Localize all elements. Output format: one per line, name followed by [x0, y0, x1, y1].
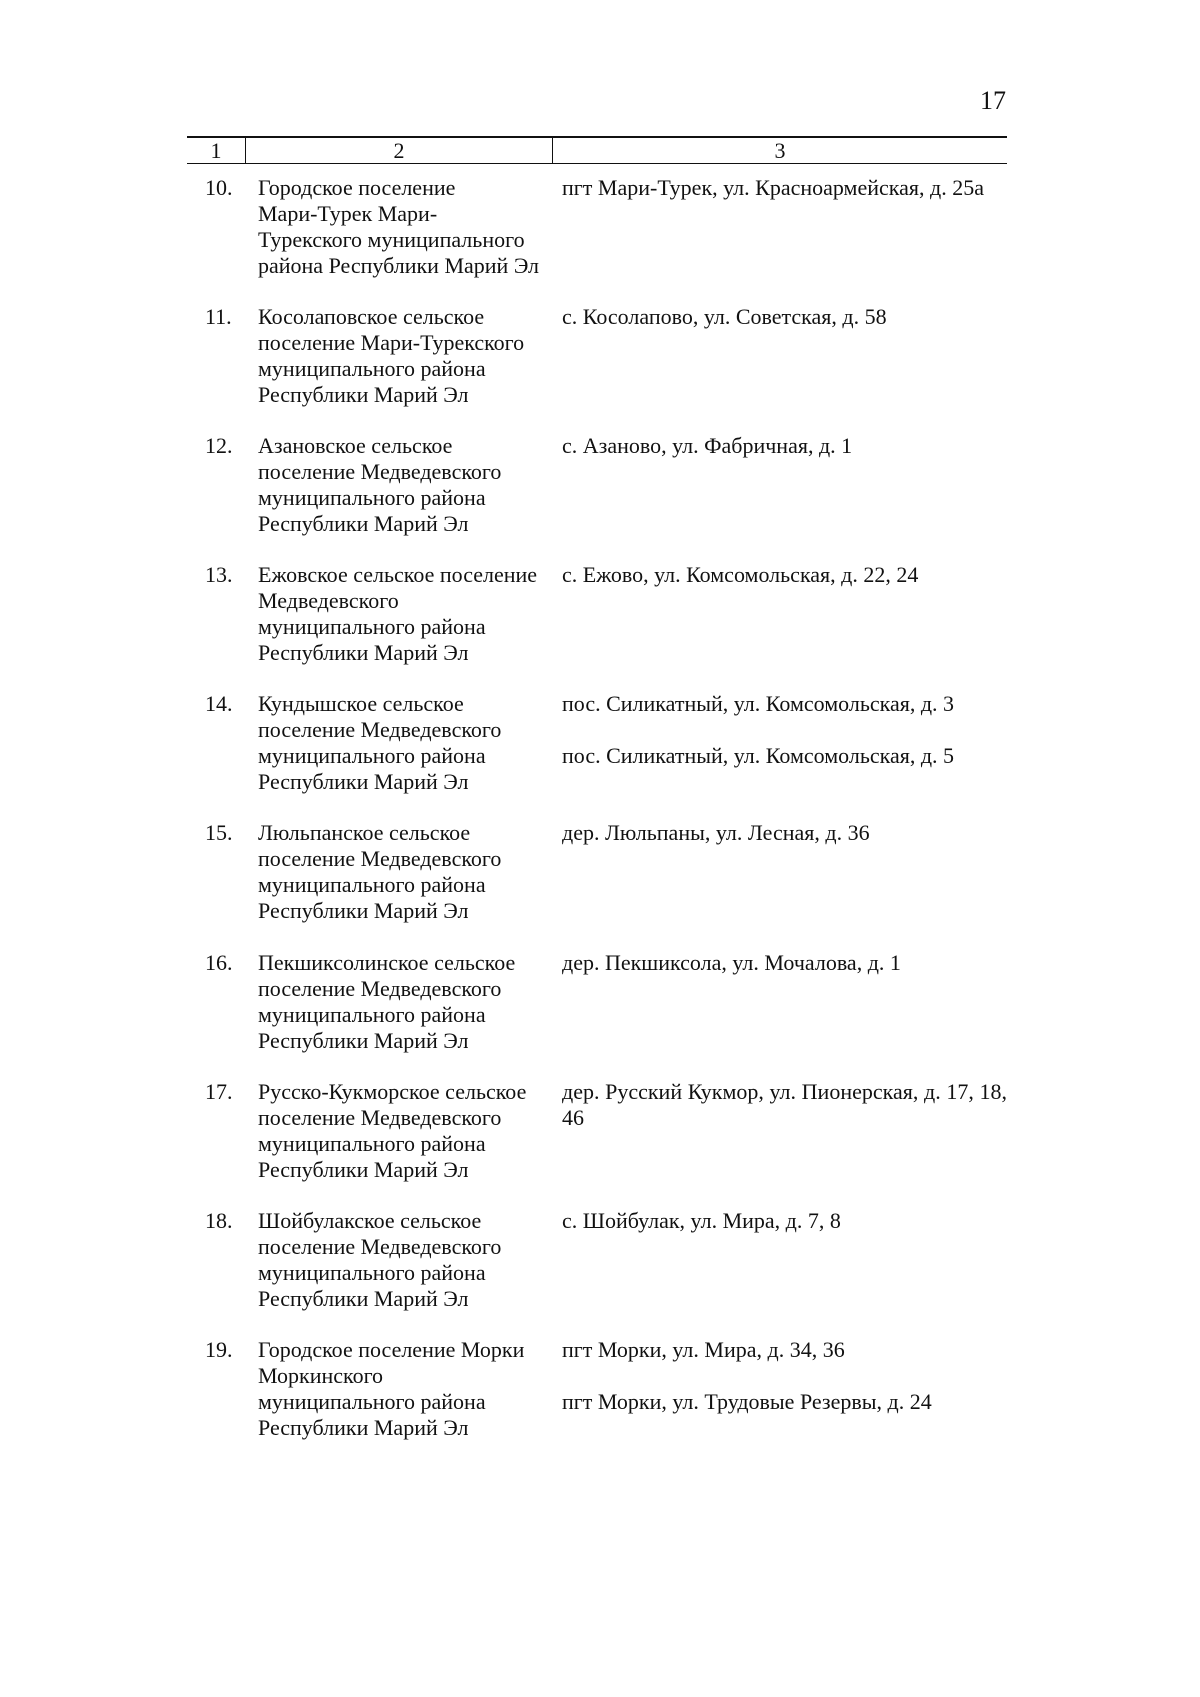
settlement-name-line: Городское поселение Морки — [258, 1336, 525, 1362]
table-row — [187, 820, 1007, 949]
settlement-name-line: Республики Марий Эл — [258, 640, 469, 666]
settlement-name-line: Косолаповское сельское — [258, 304, 485, 330]
settlement-name-line: муниципального района — [258, 356, 486, 382]
settlement-name-line: Республики Марий Эл — [258, 1285, 469, 1311]
address-cell — [562, 820, 1007, 949]
address: пгт Морки, ул. Мира, д. 34, 36 — [562, 1336, 845, 1362]
address-cell — [562, 175, 1007, 304]
row-number: 15. — [205, 820, 233, 846]
address-cell — [562, 433, 1007, 562]
settlement-name-line: Ежовское сельское поселение — [258, 562, 538, 588]
settlement-name — [258, 1337, 562, 1466]
settlement-name-line: поселение Медведевского — [258, 1104, 502, 1130]
row-number: 17. — [205, 1078, 233, 1104]
row-number: 12. — [205, 433, 233, 459]
settlement-name-line: Городское поселение — [258, 175, 456, 200]
settlement-name-line: муниципального района — [258, 1001, 486, 1027]
settlement-name-line: района Республики Марий Эл — [258, 253, 540, 278]
row-number: 16. — [205, 949, 233, 975]
settlement-name-line: муниципального района — [258, 1259, 486, 1285]
settlement-name-line: муниципального района — [258, 485, 486, 511]
row-number: 10. — [205, 175, 233, 200]
settlement-name-line: Шойбулакское сельское — [258, 1207, 482, 1233]
address: пгт Морки, ул. Трудовые Резервы, д. 24 — [562, 1388, 932, 1414]
address: дер. Русский Кукмор, ул. Пионерская, д. 17, 18, 46 — [562, 1078, 1007, 1130]
settlement-name-line: Моркинского — [258, 1362, 384, 1388]
settlement-name-line: Кундышское сельское — [258, 691, 464, 717]
address: дер. Пекшиксола, ул. Мочалова, д. 1 — [562, 949, 901, 975]
row-number: 18. — [205, 1207, 233, 1233]
settlement-name-line: поселение Медведевского — [258, 717, 502, 743]
row-number: 13. — [205, 562, 233, 588]
table-row — [187, 175, 1007, 304]
address-cell — [562, 950, 1007, 1079]
table-row — [187, 691, 1007, 820]
settlement-name-line: Республики Марий Эл — [258, 382, 469, 408]
address-cell — [562, 304, 1007, 433]
table-row — [187, 1079, 1007, 1208]
settlement-name-line: Республики Марий Эл — [258, 1156, 469, 1182]
row-number: 11. — [205, 304, 232, 330]
settlement-name-line: Пекшиксолинское сельское — [258, 949, 516, 975]
page-number: 17 — [980, 86, 1006, 115]
settlement-name-line: муниципального района — [258, 872, 486, 898]
settlement-name — [258, 691, 562, 820]
settlement-name-line: Республики Марий Эл — [258, 769, 469, 795]
settlement-name-line: муниципального района — [258, 743, 486, 769]
settlement-name-line: поселение Медведевского — [258, 975, 502, 1001]
row-number: 14. — [205, 691, 233, 717]
table-row — [187, 433, 1007, 562]
settlement-name-line: поселение Медведевского — [258, 459, 502, 485]
address: пос. Силикатный, ул. Комсомольская, д. 3 — [562, 691, 955, 717]
settlement-name-line: поселение Медведевского — [258, 846, 502, 872]
table-row — [187, 304, 1007, 433]
address-cell — [562, 562, 1007, 691]
table-body — [187, 175, 1007, 1466]
settlement-name-line: Республики Марий Эл — [258, 511, 469, 537]
address-cell — [562, 1208, 1007, 1337]
settlement-name — [258, 304, 562, 433]
settlement-name-line: Люльпанское сельское — [258, 820, 471, 846]
table-row — [187, 1208, 1007, 1337]
settlement-name — [258, 1079, 562, 1208]
address: дер. Люльпаны, ул. Лесная, д. 36 — [562, 820, 870, 846]
header-col-1: 1 — [187, 138, 246, 163]
settlement-name-line: Медведевского — [258, 588, 399, 614]
settlement-name-line: Республики Марий Эл — [258, 898, 469, 924]
address: с. Шойбулак, ул. Мира, д. 7, 8 — [562, 1207, 841, 1233]
settlement-name-line: Мари-Турек Мари- — [258, 201, 438, 226]
address: с. Косолапово, ул. Советская, д. 58 — [562, 304, 887, 330]
address: пос. Силикатный, ул. Комсомольская, д. 5 — [562, 743, 955, 769]
settlement-name-line: муниципального района — [258, 1388, 486, 1414]
settlement-name — [258, 1208, 562, 1337]
header-col-2: 2 — [246, 138, 553, 163]
settlement-name — [258, 175, 562, 304]
settlement-name-line: Азановское сельское — [258, 433, 453, 459]
settlement-name-line: поселение Медведевского — [258, 1233, 502, 1259]
settlement-name — [258, 562, 562, 691]
settlement-name — [258, 433, 562, 562]
address-cell — [562, 1337, 1007, 1466]
settlement-name-line: муниципального района — [258, 614, 486, 640]
settlement-name — [258, 950, 562, 1079]
table-header — [187, 136, 1007, 164]
address-cell — [562, 1079, 1007, 1208]
settlement-name — [258, 820, 562, 949]
address: пгт Мари-Турек, ул. Красноармейская, д. 25а — [562, 175, 984, 200]
address-cell — [562, 691, 1007, 820]
settlement-name-line: Республики Марий Эл — [258, 1027, 469, 1053]
address: с. Ежово, ул. Комсомольская, д. 22, 24 — [562, 562, 919, 588]
table-row — [187, 950, 1007, 1079]
settlement-name-line: Турекского муниципального — [258, 227, 525, 252]
settlement-name-line: Русско-Кукморское сельское — [258, 1078, 527, 1104]
settlement-name-line: поселение Мари-Турекского — [258, 330, 525, 356]
table-row — [187, 1337, 1007, 1466]
header-col-3: 3 — [774, 138, 786, 163]
table-row — [187, 562, 1007, 691]
address: с. Азаново, ул. Фабричная, д. 1 — [562, 433, 853, 459]
settlement-name-line: Республики Марий Эл — [258, 1414, 469, 1440]
settlement-name-line: муниципального района — [258, 1130, 486, 1156]
row-number: 19. — [205, 1336, 233, 1362]
